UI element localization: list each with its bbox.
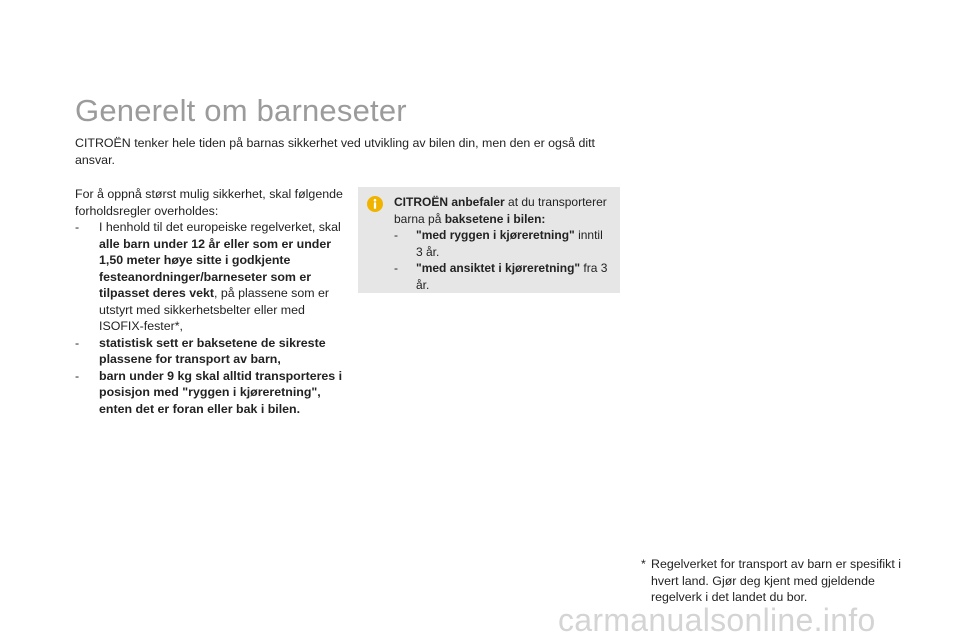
age-range: fra 3 år. bbox=[416, 261, 608, 292]
safety-rules bbox=[75, 186, 345, 417]
rules-list bbox=[75, 219, 345, 417]
age-range: inntil 3 år. bbox=[416, 228, 603, 259]
rule-text: I henhold til det europeiske regelverket, skal bbox=[99, 220, 341, 234]
rule-emphasis: alle barn under 12 år eller som er under 1,50 meter høye sitte i godkjente festeanordninger/barneseter som er tilpasset deres vekt bbox=[99, 236, 332, 300]
list-item bbox=[75, 335, 345, 368]
rules-lead: For å oppnå størst mulig sikkerhet, skal følgende forholdsregler overholdes: bbox=[75, 187, 343, 218]
list-dash: - bbox=[75, 335, 80, 350]
footnote-text: Regelverket for transport av barn er spesifikt i hvert land. Gjør deg kjent med gjeldende regelverk i det landet du bor. bbox=[651, 557, 901, 604]
list-dash: - bbox=[75, 220, 80, 234]
rule-text-end: , på plassene som er utstyrt med sikkerhetsbelter eller med ISOFIX-fester*, bbox=[99, 286, 330, 333]
list-item bbox=[75, 368, 345, 418]
watermark: carmanualsonline.info bbox=[558, 602, 876, 638]
brand-emphasis: CITROËN anbefaler bbox=[394, 195, 505, 209]
footnote-marker: * bbox=[641, 557, 646, 571]
recommendation-lead bbox=[394, 194, 612, 227]
seat-orientation: "med ryggen i kjøreretning" bbox=[416, 228, 575, 242]
recommendation-box bbox=[358, 187, 620, 293]
recommendation-text: at du transporterer barna på bbox=[394, 195, 607, 226]
list-item bbox=[394, 227, 612, 260]
info-icon bbox=[367, 196, 383, 212]
list-dash: - bbox=[394, 228, 398, 242]
page-title: Generelt om barneseter bbox=[75, 93, 407, 128]
intro-paragraph: CITROËN tenker hele tiden på barnas sikkerhet ved utvikling av bilen din, men den er også ditt ansvar. bbox=[75, 136, 595, 167]
footnote bbox=[641, 556, 911, 606]
list-dash: - bbox=[394, 261, 398, 275]
list-item bbox=[75, 219, 345, 335]
recommendation-list bbox=[394, 227, 612, 293]
recommendation-emphasis: baksetene i bilen: bbox=[444, 211, 546, 226]
rule-emphasis: barn under 9 kg skal alltid transporteres i posisjon med "ryggen i kjøreretning", enten det er foran eller bak i bilen. bbox=[99, 368, 343, 416]
list-dash: - bbox=[75, 368, 80, 383]
seat-orientation: "med ansiktet i kjøreretning" bbox=[416, 261, 581, 275]
list-item bbox=[394, 260, 612, 293]
rule-emphasis: statistisk sett er baksetene de sikreste plassene for transport av barn, bbox=[99, 335, 326, 366]
